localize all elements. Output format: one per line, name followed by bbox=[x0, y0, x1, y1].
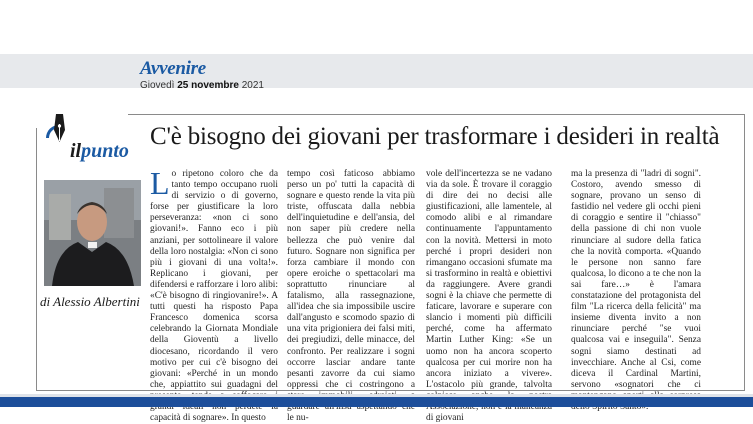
footer-band bbox=[0, 394, 753, 407]
rubric-punto: punto bbox=[81, 140, 129, 162]
masthead bbox=[140, 58, 440, 98]
article-column-3: vole dell'incertezza se ne vadano via da sole. È trovare il coraggio di dire dei no decisi alle giustificazioni, alle lamentele, al comodo alibi e al rimandare continuamente l'appuntamento con la novità. Mettersi in moto perché i propri desideri non rimangano occasioni sfumate ma si trasformino in realtà e obiettivi da raggiungere. Avere grandi sogni è la chiave che permette di faticare, lavorare e superare con slancio i momenti più difficili perché, come ha affermato Martin Luther King: «Se un uomo non ha ancora scoperto qualcosa per cui morire non ha ancora iniziato a vivere». L'ostacolo più grande, talvolta di giovani bbox=[426, 169, 552, 424]
dropcap: L bbox=[150, 165, 170, 201]
article-column-2: tempo così faticoso abbiamo perso un po' tutti la capacità di sognare e questo rende la vita più triste, offuscata dalla nebbia dell'inquietudine e dell'ansia, del non saper più credere nella bellezza che può venire dal futuro. Sognare non significa per forza cambiare il mondo con opere eroiche o spettacolari ma soprattutto rinunciare al fatalismo, alla rassegnazione, all'idea che sia impossibile uscire dall'angusto e scomodo spazio di una vita prigioniera dei falsi miti, dei pregiudizi, delle minacce, del confronto. Per realizzare i sogni occorre lasciar andare tante pesanti zavorre da cui siamo oppressi che ci costringono a le nu- bbox=[287, 169, 415, 424]
date-main: 25 novembre bbox=[177, 80, 239, 91]
headline: C'è bisogno dei giovani per trasformare i desideri in realtà bbox=[150, 123, 720, 150]
rubric-label bbox=[70, 140, 129, 163]
byline: di Alessio Albertini bbox=[40, 294, 140, 309]
author-photo bbox=[44, 180, 141, 286]
column-1-text: o ripetono coloro che da tanto tempo occupano ruoli di servizio o di governo, forse per giustificare la loro perseveranza: «non ci sono giovani!». Fanno eco i più anziani, per sottolineare il valore della loro nostalgia: «Non ci sono più i giovani di una volta!». Replicano i giovani, per difendersi e rafforzare i loro alibi: «C'è bisogno di ringiovanire!». A tutti questi ha risposto Papa Francesco domenica scorsa celebrando la Giornata Mondiale della Gioventù a livello diocesano, ricordando il vero motivo per cui c'è bisogno dei giovani: «Perché in un mondo che, appiattito sui guadagni del capacità di sognare». In questo bbox=[150, 169, 278, 424]
rubric-il: il bbox=[70, 140, 82, 162]
article-column-4: ma la presenza di "ladri di sogni". Costoro, avendo smesso di sognare, provano un senso di fastidio nel vedere gli occhi pieni di coraggio e sentire il "chiasso" della passione di chi non vuole rinunciare al sudore della fatica che la novità comporta. «Quando le persone non sanno fare qualcosa, lo dicono a te che non la sai fare…» è l'amara constatazione del protagonista del film "La ricerca della felicità" ma insieme diventa invito a non rinunciare perché "se vuoi qualcosa vai e inseguila". Senza sogni siamo destinati ad invecchiare. Anche al Csi, come diceva il Cardinal Martini, servono «sognatori che ci bbox=[571, 169, 701, 390]
article-column-1 bbox=[150, 165, 278, 424]
avvenire-logo: Avvenire bbox=[140, 58, 206, 79]
date-year: 2021 bbox=[241, 80, 264, 91]
issue-date bbox=[140, 80, 264, 91]
date-day: Giovedì bbox=[140, 80, 175, 91]
